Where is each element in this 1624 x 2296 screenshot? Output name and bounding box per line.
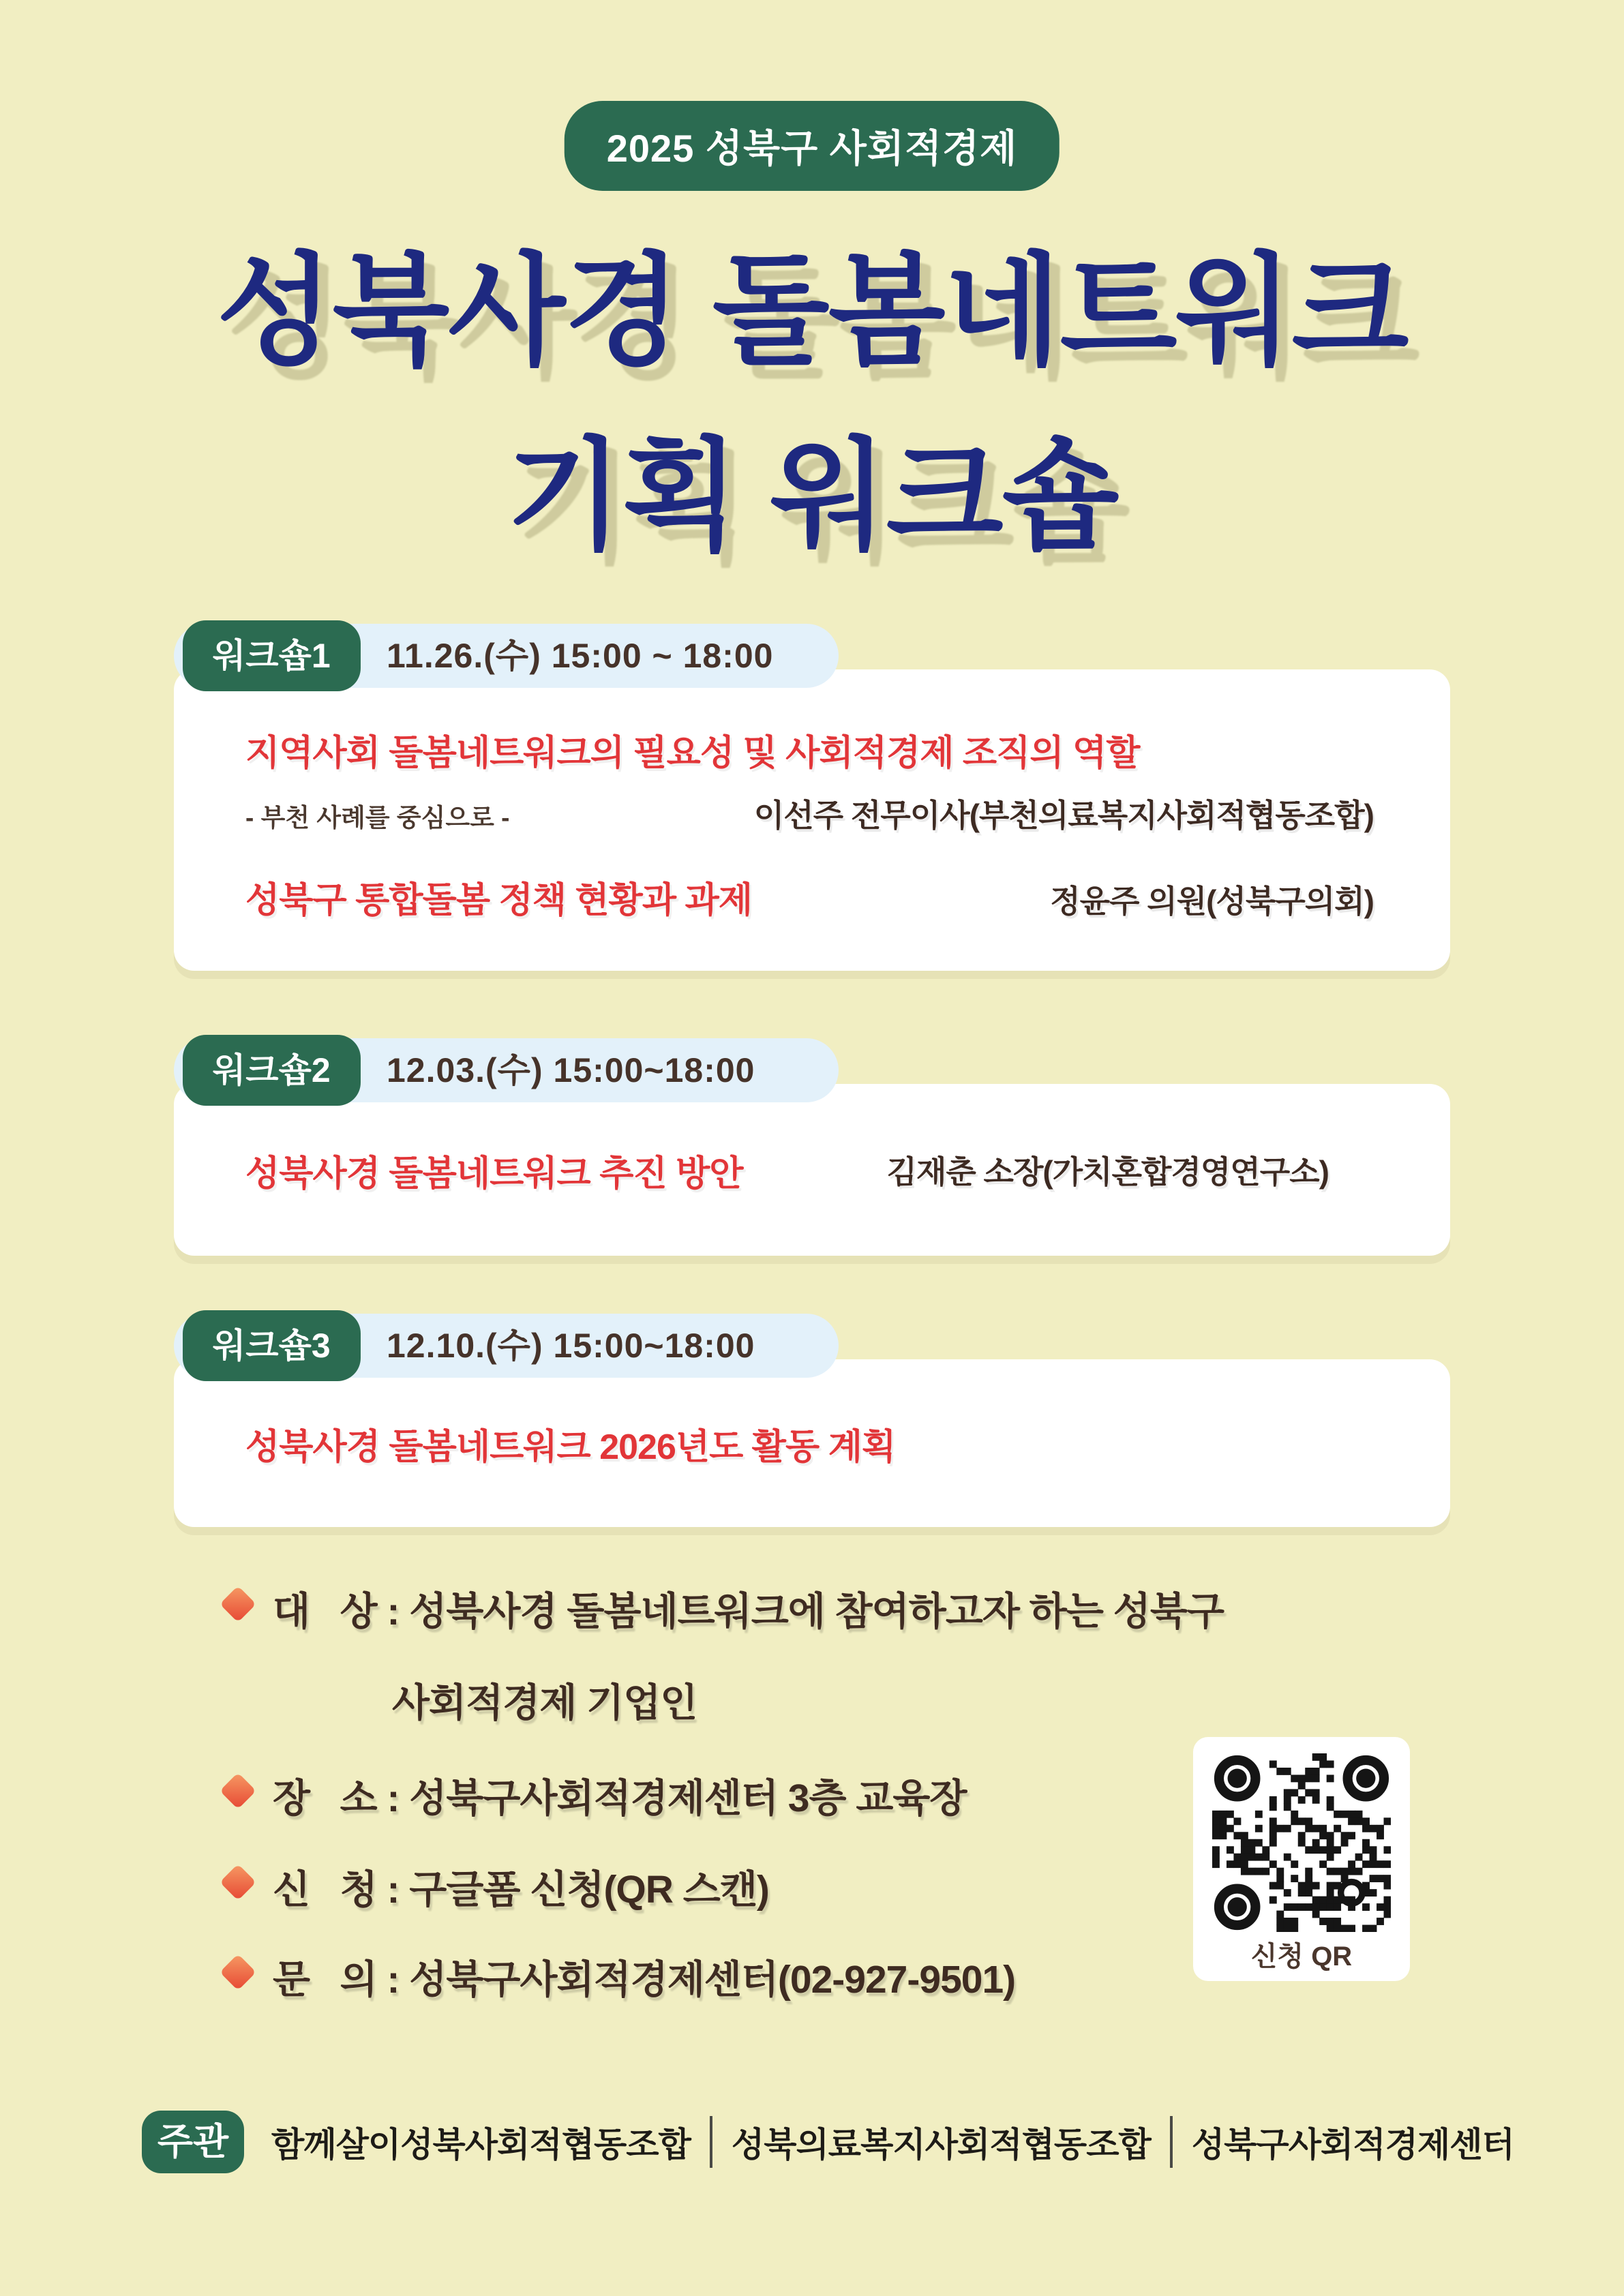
session-title: 지역사회 돌봄네트워크의 필요성 및 사회적경제 조직의 역할 — [245, 734, 1140, 773]
diamond-bullet-icon — [220, 1864, 256, 1901]
diamond-bullet-icon — [220, 1954, 256, 1991]
detail-value: 성북사경 돌봄네트워크에 참여하고자 하는 성북구 — [409, 1590, 1224, 1633]
event-badge-label: 2025 성북구 사회적경제 — [606, 127, 1018, 170]
session-subrow — [245, 791, 1374, 836]
workshop-2-card — [174, 1084, 1450, 1256]
session-row — [245, 871, 1374, 922]
divider — [1170, 2116, 1173, 2168]
session-speaker: 정윤주 의원(성북구의회) — [1050, 883, 1374, 919]
session-speaker: 이선주 전무이사(부천의료복지사회적협동조합) — [753, 798, 1374, 833]
session-title: 성북구 통합돌봄 정책 현황과 과제 — [245, 881, 753, 920]
workshop-2-tag: 워크숍2 — [183, 1035, 361, 1106]
detail-value: 성북구사회적경제센터(02-927-9501) — [409, 1958, 1016, 2002]
workshop-1-tag: 워크숍1 — [183, 620, 361, 691]
workshop-1-datetime: 11.26.(수) 15:00 ~ 18:00 — [174, 624, 839, 688]
divider — [710, 2116, 712, 2168]
organizer-3: 성북구사회적경제센터 — [1191, 2126, 1514, 2164]
diamond-bullet-icon — [220, 1772, 256, 1809]
organizer-list — [271, 2111, 1514, 2173]
detail-text — [273, 1767, 967, 1823]
workshop-3-card — [174, 1359, 1450, 1527]
detail-label: 장 소 : — [273, 1777, 410, 1820]
detail-target-continued — [392, 1672, 697, 1727]
qr-code — [1212, 1753, 1391, 1932]
session-title: 성북사경 돌봄네트워크 2026년도 활동 계획 — [245, 1427, 896, 1467]
qr-label: 신청 QR — [1250, 1942, 1353, 1972]
organizer-2: 성북의료복지사회적협동조합 — [731, 2126, 1151, 2164]
detail-contact — [225, 1948, 1015, 2004]
detail-value: 구글폼 신청(QR 스캔) — [409, 1868, 769, 1912]
detail-label: 문 의 : — [273, 1958, 410, 2002]
workshop-1-card — [174, 669, 1450, 971]
qr-card — [1193, 1737, 1410, 1981]
session-speaker: 김재춘 소장(가치혼합경영연구소) — [886, 1154, 1329, 1190]
title-line-1: 성북사경 돌봄네트워크 — [216, 243, 1408, 379]
session-note: - 부천 사례를 중심으로 - — [245, 804, 510, 832]
detail-text — [273, 1580, 1224, 1636]
diamond-bullet-icon — [220, 1586, 256, 1622]
session-title: 성북사경 돌봄네트워크 추진 방안 — [245, 1153, 743, 1194]
detail-text — [273, 1948, 1015, 2004]
title-line-2: 기획 워크숍 — [506, 427, 1118, 564]
session-row — [245, 1359, 1374, 1527]
detail-text — [273, 1858, 769, 1914]
workshop-2-datetime: 12.03.(수) 15:00~18:00 — [174, 1038, 839, 1102]
poster-title — [0, 220, 1624, 588]
workshop-3-tag: 워크숍3 — [183, 1310, 361, 1381]
session-row — [245, 1084, 1329, 1256]
detail-apply — [225, 1858, 769, 1914]
organizer-1: 함께살이성북사회적협동조합 — [271, 2126, 691, 2164]
detail-place — [225, 1767, 967, 1823]
event-badge — [565, 101, 1059, 191]
workshop-3-datetime: 12.10.(수) 15:00~18:00 — [174, 1314, 839, 1378]
detail-target — [225, 1580, 1224, 1636]
detail-label: 신 청 : — [273, 1868, 410, 1912]
detail-value: 성북구사회적경제센터 3층 교육장 — [409, 1777, 967, 1820]
organizer-tag: 주관 — [142, 2111, 244, 2173]
detail-value: 사회적경제 기업인 — [392, 1681, 697, 1725]
detail-label: 대 상 : — [273, 1590, 410, 1633]
